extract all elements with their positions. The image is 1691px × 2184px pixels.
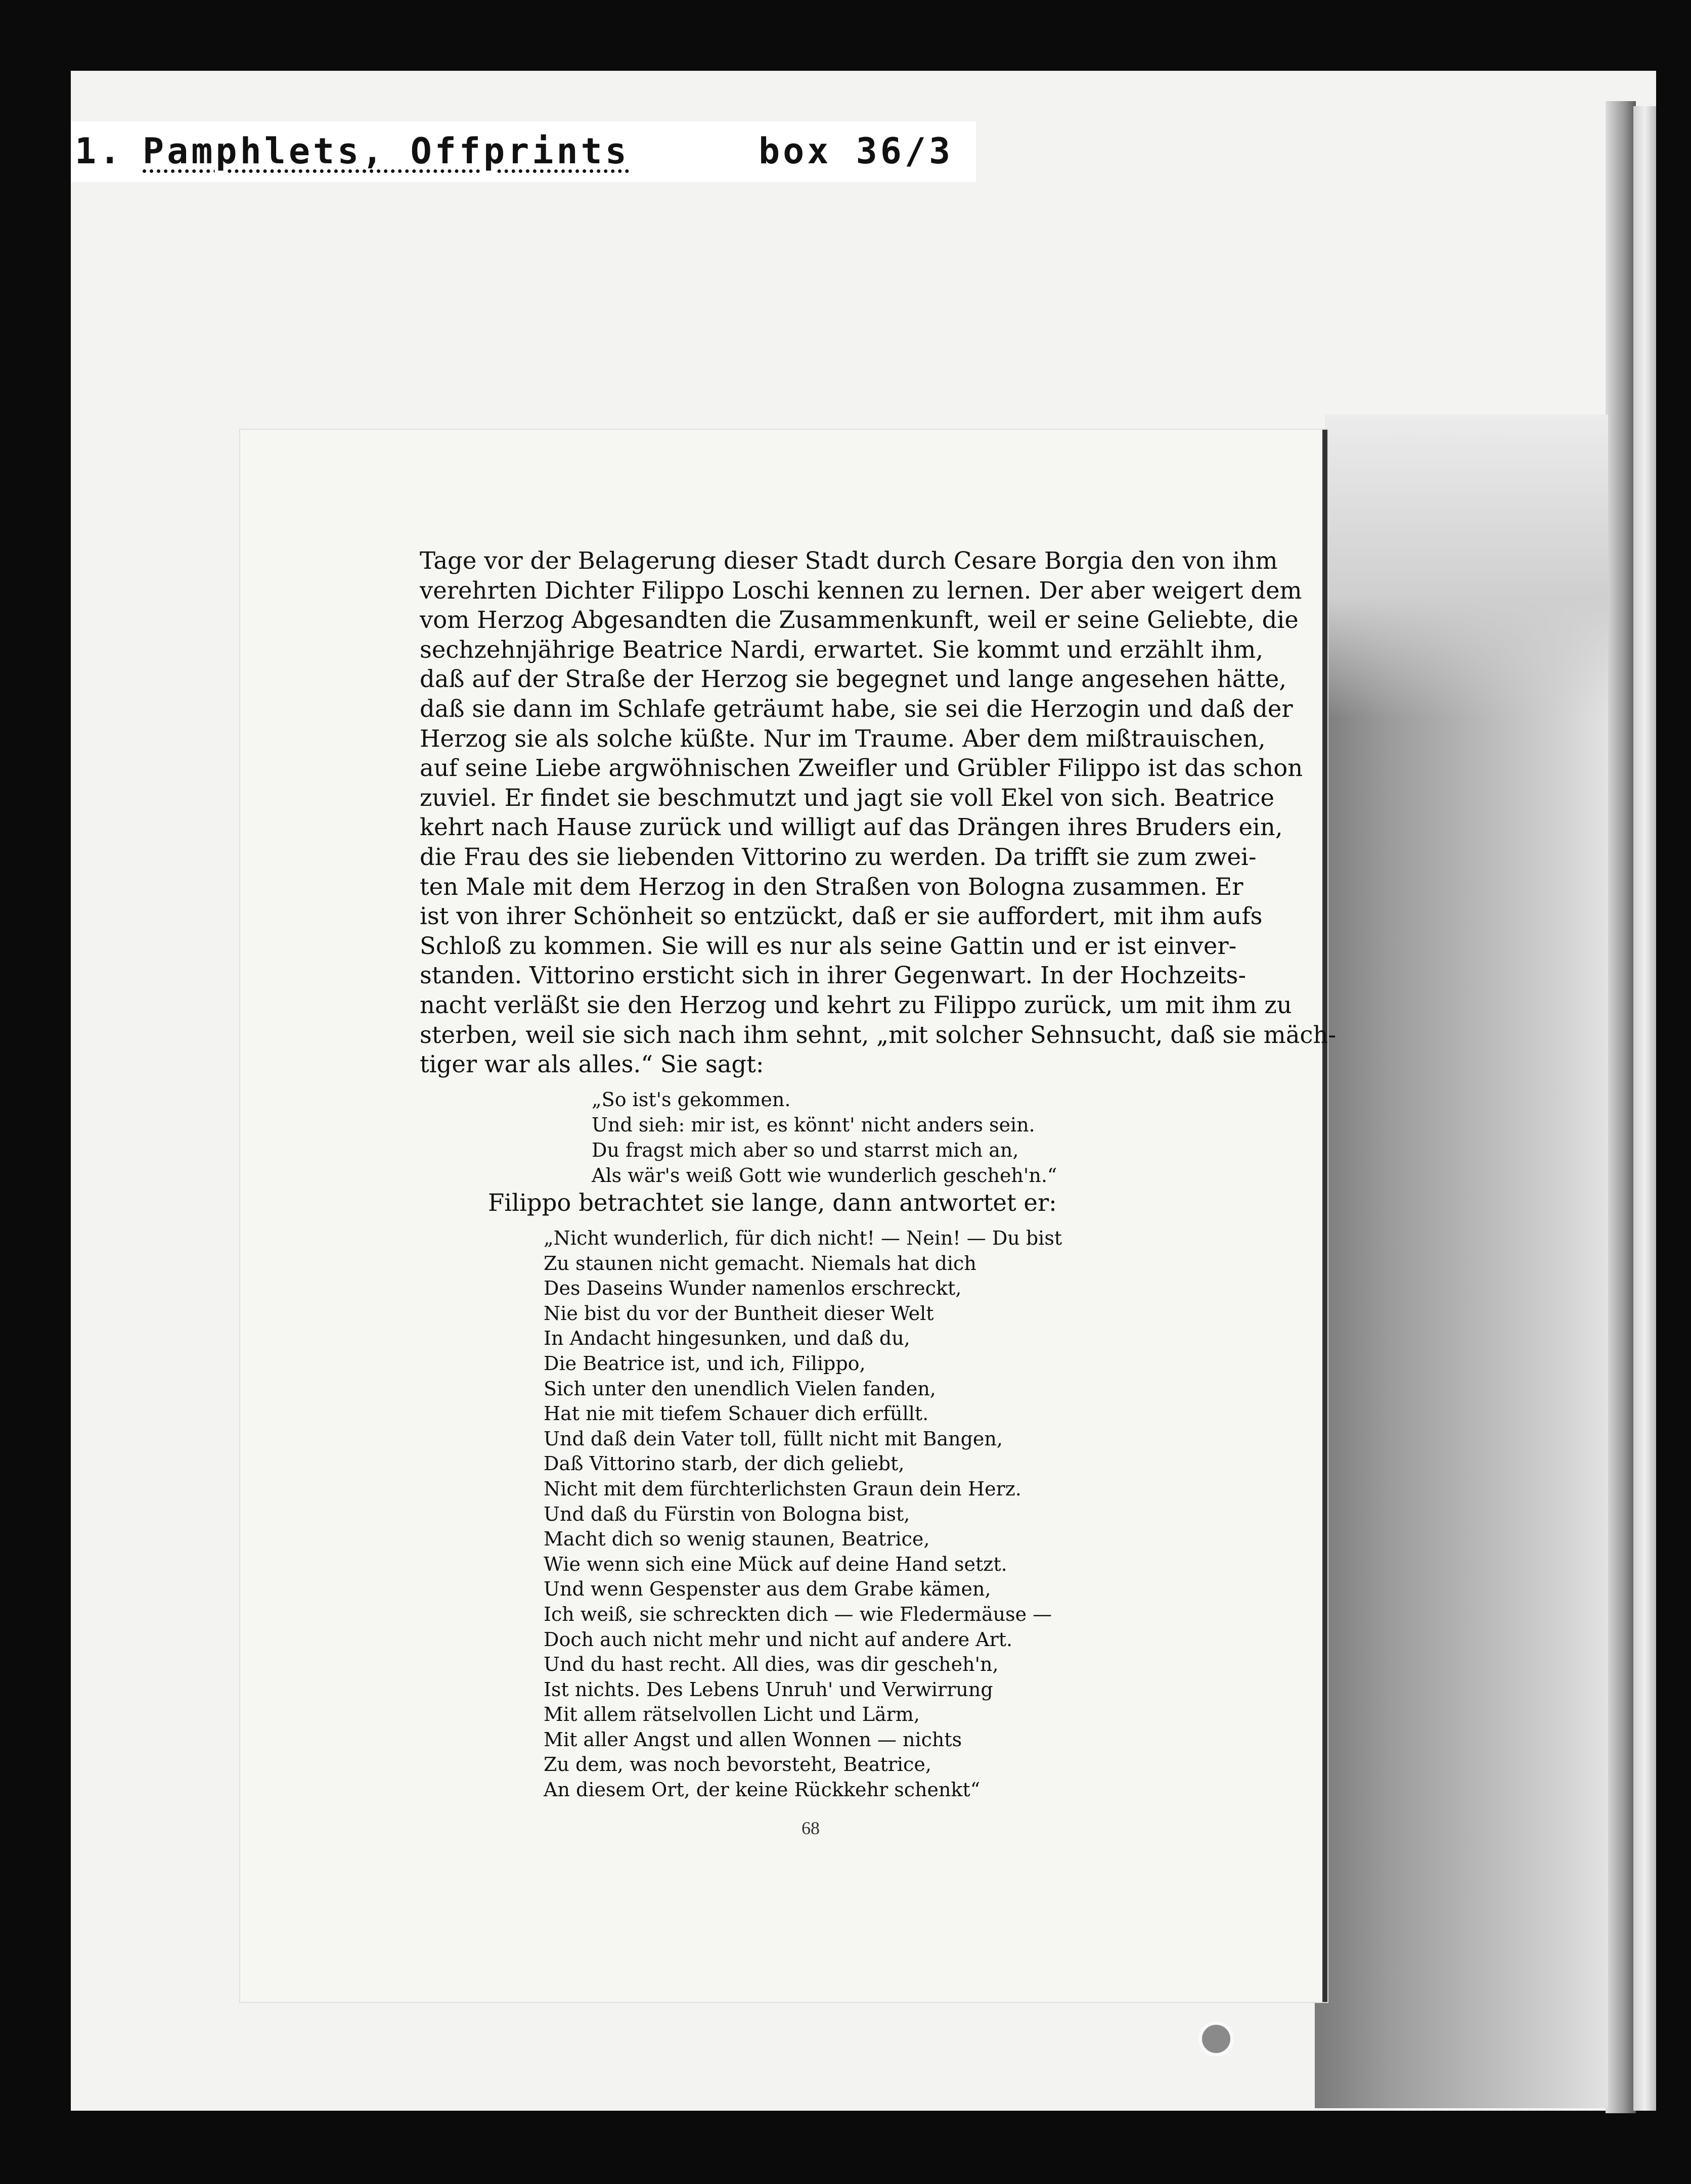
page-number: 68 [802, 1818, 820, 1838]
prose-line: standen. Vittorino ersticht sich in ihrer Gegenwart. In der Hochzeits- [420, 962, 1247, 989]
verse-line: Mit aller Angst und allen Wonnen — nichts [544, 1728, 962, 1751]
prose-line: verehrten Dichter Filippo Loschi kennen zu lernen. Der aber weigert dem [420, 576, 1302, 604]
verse-line: Nie bist du vor der Buntheit dieser Welt [544, 1302, 934, 1325]
verse-line: Die Beatrice ist, und ich, Filippo, [544, 1352, 866, 1375]
verse-line: Macht dich so wenig staunen, Beatrice, [544, 1528, 930, 1551]
prose-line: zuviel. Er findet sie beschmutzt und jagt sie voll Ekel von sich. Beatrice [420, 784, 1275, 811]
verse-line: Und daß du Fürstin von Bologna bist, [544, 1503, 910, 1525]
verse-line: Und daß dein Vater toll, füllt nicht mit Bangen, [544, 1427, 1003, 1450]
prose-line: vom Herzog Abgesandten die Zusammenkunft, weil er seine Geliebte, die [420, 606, 1299, 634]
verse-line: Mit allem rätselvollen Licht und Lärm, [544, 1703, 920, 1726]
prose-paragraph [420, 546, 1337, 1079]
prose-line: Herzog sie als solche küßte. Nur im Traume. Aber dem mißtrauischen, [420, 724, 1266, 752]
verse-line: Als wär's weiß Gott wie wunderlich gescheh'n.“ [592, 1164, 1057, 1187]
verse-line: An diesem Ort, der keine Rückkehr schenkt“ [544, 1779, 981, 1801]
verse-line: Nicht mit dem fürchterlichsten Graun dein Herz. [544, 1477, 1021, 1500]
prose-line: ten Male mit dem Herzog in den Straßen von Bologna zusammen. Er [420, 873, 1243, 900]
prose-line: daß auf der Straße der Herzog sie begegnet und lange angesehen hätte, [420, 665, 1287, 693]
prose-line: sterben, weil sie sich nach ihm sehnt, „mit solcher Sehnsucht, daß sie mäch- [420, 1021, 1337, 1049]
verse-line: Und du hast recht. All dies, was dir gescheh'n, [544, 1653, 999, 1676]
sheet-edge [1606, 101, 1636, 2113]
folder-label-number: 1. [75, 130, 124, 172]
prose-line: daß sie dann im Schlafe geträumt habe, sie sei die Herzogin und daß der [420, 695, 1293, 722]
verse-line: Wie wenn sich eine Mück auf deine Hand setzt. [544, 1553, 1007, 1575]
verse-line: Doch auch nicht mehr und nicht auf andere Art. [544, 1628, 1013, 1651]
verse-line: Des Daseins Wunder namenlos erschreckt, [544, 1277, 962, 1300]
prose-line: auf seine Liebe argwöhnischen Zweifler und Grübler Filippo ist das schon [420, 754, 1303, 782]
verse-line: „So ist's gekommen. [592, 1088, 791, 1111]
verse-line: Ich weiß, sie schreckten dich — wie Fledermäuse — [544, 1603, 1052, 1625]
sheet-edge-outer [1633, 106, 1656, 2111]
verse-quote-filippo [544, 1226, 1062, 1803]
verse-line: Zu dem, was noch bevorsteht, Beatrice, [544, 1753, 931, 1776]
prose-line: ist von ihrer Schönheit so entzückt, daß er sie auffordert, mit ihm aufs [420, 902, 1263, 930]
pasted-page [240, 430, 1337, 2002]
folder-label-title: Pamphlets, Offprints [143, 130, 630, 172]
verse-line: In Andacht hingesunken, und daß du, [544, 1327, 910, 1350]
verse-line: Und sieh: mir ist, es könnt' nicht anders sein. [592, 1114, 1035, 1136]
verse-line: Ist nichts. Des Lebens Unruh' und Verwirrung [544, 1678, 993, 1701]
prose-line: sechzehnjährige Beatrice Nardi, erwartet. Sie kommt und erzählt ihm, [420, 635, 1264, 663]
prose-line: nacht verläßt sie den Herzog und kehrt zu Filippo zurück, um mit ihm zu [420, 991, 1292, 1019]
prose-line: Tage vor der Belagerung dieser Stadt durch Cesare Borgia den von ihm [420, 547, 1278, 574]
verse-intro-line: Filippo betrachtet sie lange, dann antwortet er: [488, 1189, 1057, 1216]
prose-line: Schloß zu kommen. Sie will es nur als seine Gattin und er ist einver- [420, 932, 1237, 960]
verse-line: Sich unter den unendlich Vielen fanden, [544, 1377, 936, 1400]
verse-line: Du fragst mich aber so und starrst mich an, [592, 1139, 1019, 1161]
folder-label-box: box 36/3 [759, 130, 954, 172]
verse-line: Hat nie mit tiefem Schauer dich erfüllt. [544, 1402, 929, 1425]
punch-hole [1198, 2021, 1234, 2057]
verse-line: Und wenn Gespenster aus dem Grabe kämen, [544, 1578, 991, 1601]
verse-line: „Nicht wunderlich, für dich nicht! — Nein! — Du bist [544, 1227, 1062, 1249]
verse-line: Zu staunen nicht gemacht. Niemals hat dich [544, 1252, 976, 1275]
prose-line: kehrt nach Hause zurück und willigt auf das Drängen ihres Bruders ein, [420, 813, 1283, 841]
prose-line: die Frau des sie liebenden Vittorino zu werden. Da trifft sie zum zwei- [420, 843, 1257, 871]
page-shadow-top [1325, 415, 1608, 718]
verse-quote-beatrice [592, 1087, 1057, 1188]
prose-line: tiger war als alles.“ Sie sagt: [420, 1051, 764, 1078]
verse-line: Daß Vittorino starb, der dich geliebt, [544, 1452, 905, 1475]
